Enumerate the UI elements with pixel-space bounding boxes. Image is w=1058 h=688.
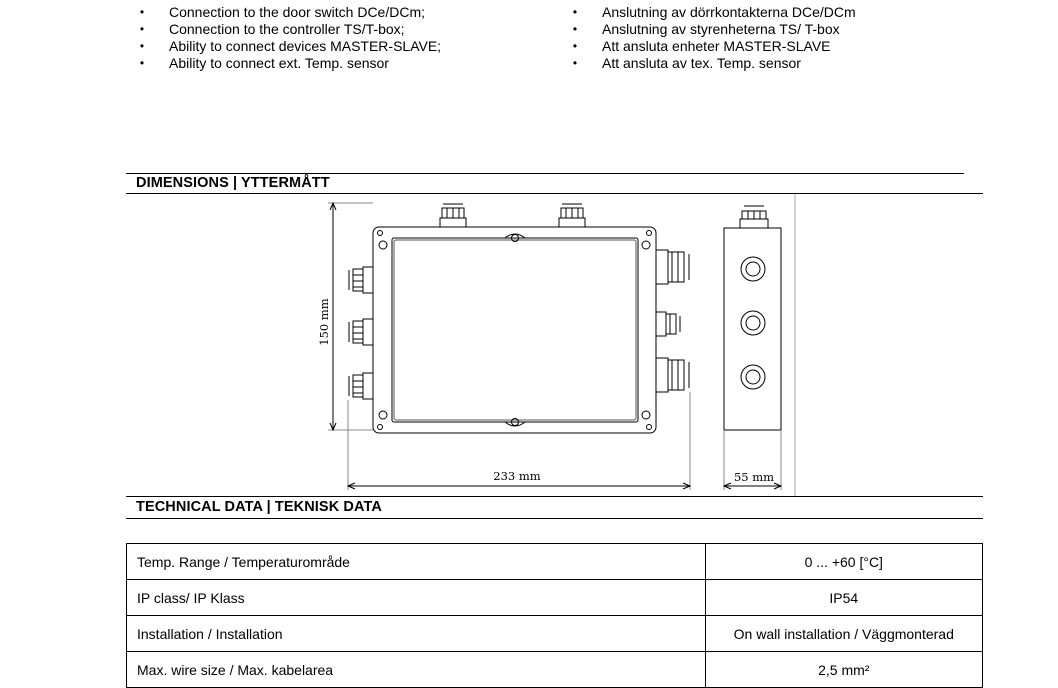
table-row (127, 616, 983, 652)
gland-right-1 (656, 250, 689, 284)
screw-icon (647, 231, 652, 236)
list-item: • Anslutning av dörrkontakterna DCe/DCm (569, 4, 989, 21)
table-cell-value: 2,5 mm² (705, 652, 982, 688)
screw-icon (378, 425, 383, 430)
side-view (724, 206, 781, 430)
bullet-icon: • (572, 39, 578, 53)
section-rule-bottom (126, 518, 983, 519)
bullet-icon: • (139, 56, 145, 70)
gland-right-3 (656, 358, 689, 392)
dimensions-title: DIMENSIONS | YTTERMÅTT (136, 175, 330, 191)
table-row (127, 652, 983, 688)
bullet-icon: • (572, 56, 578, 70)
mount-hole-icon (642, 241, 650, 249)
height-label: 150 mm (317, 298, 331, 346)
list-item: • Connection to the controller TS/T-box; (136, 21, 556, 38)
enclosure-outline (373, 227, 656, 433)
mount-hole-icon (642, 411, 650, 419)
list-item: • Anslutning av styrenheterna TS/ T-box (569, 21, 989, 38)
gland-left-2 (349, 319, 373, 345)
technical-title: TECHNICAL DATA | TEKNISK DATA (136, 499, 382, 515)
table-cell-value: IP54 (705, 580, 982, 616)
gland-left-3 (349, 373, 373, 399)
bullet-icon: • (572, 22, 578, 36)
table-cell-value: 0 ... +60 [°C] (705, 544, 982, 580)
section-rule-top (126, 496, 983, 497)
enclosure-inner (392, 238, 638, 422)
gland-top-left (440, 204, 466, 227)
gland-right-2 (656, 312, 680, 336)
depth-label: 55 mm (733, 470, 775, 484)
bullet-icon: • (139, 5, 145, 19)
technical-data-table (126, 543, 983, 688)
gland-left-1 (349, 267, 373, 293)
screw-icon (647, 425, 652, 430)
list-item: • Ability to connect ext. Temp. sensor (136, 55, 556, 72)
screw-icon (378, 231, 383, 236)
bullet-icon: • (139, 22, 145, 36)
enclosure-inner-2 (394, 240, 636, 420)
table-cell-value: On wall installation / Väggmonterad (705, 616, 982, 652)
table-cell-label: Temp. Range / Temperaturområde (127, 544, 706, 580)
mount-hole-icon (379, 241, 387, 249)
list-item: • Connection to the door switch DCe/DCm; (136, 4, 556, 21)
mount-hole-icon (379, 411, 387, 419)
bullet-icon: • (139, 39, 145, 53)
gland-top-right (559, 204, 585, 227)
table-row (127, 580, 983, 616)
table-cell-label: Installation / Installation (127, 616, 706, 652)
list-item: • Att ansluta enheter MASTER-SLAVE (569, 38, 989, 55)
table-cell-label: Max. wire size / Max. kabelarea (127, 652, 706, 688)
table-row (127, 544, 983, 580)
width-label: 233 mm (493, 469, 541, 483)
bullet-icon: • (572, 5, 578, 19)
table-cell-label: IP class/ IP Klass (127, 580, 706, 616)
list-item: • Ability to connect devices MASTER-SLAVE; (136, 38, 556, 55)
list-item: • Att ansluta av tex. Temp. sensor (569, 55, 989, 72)
